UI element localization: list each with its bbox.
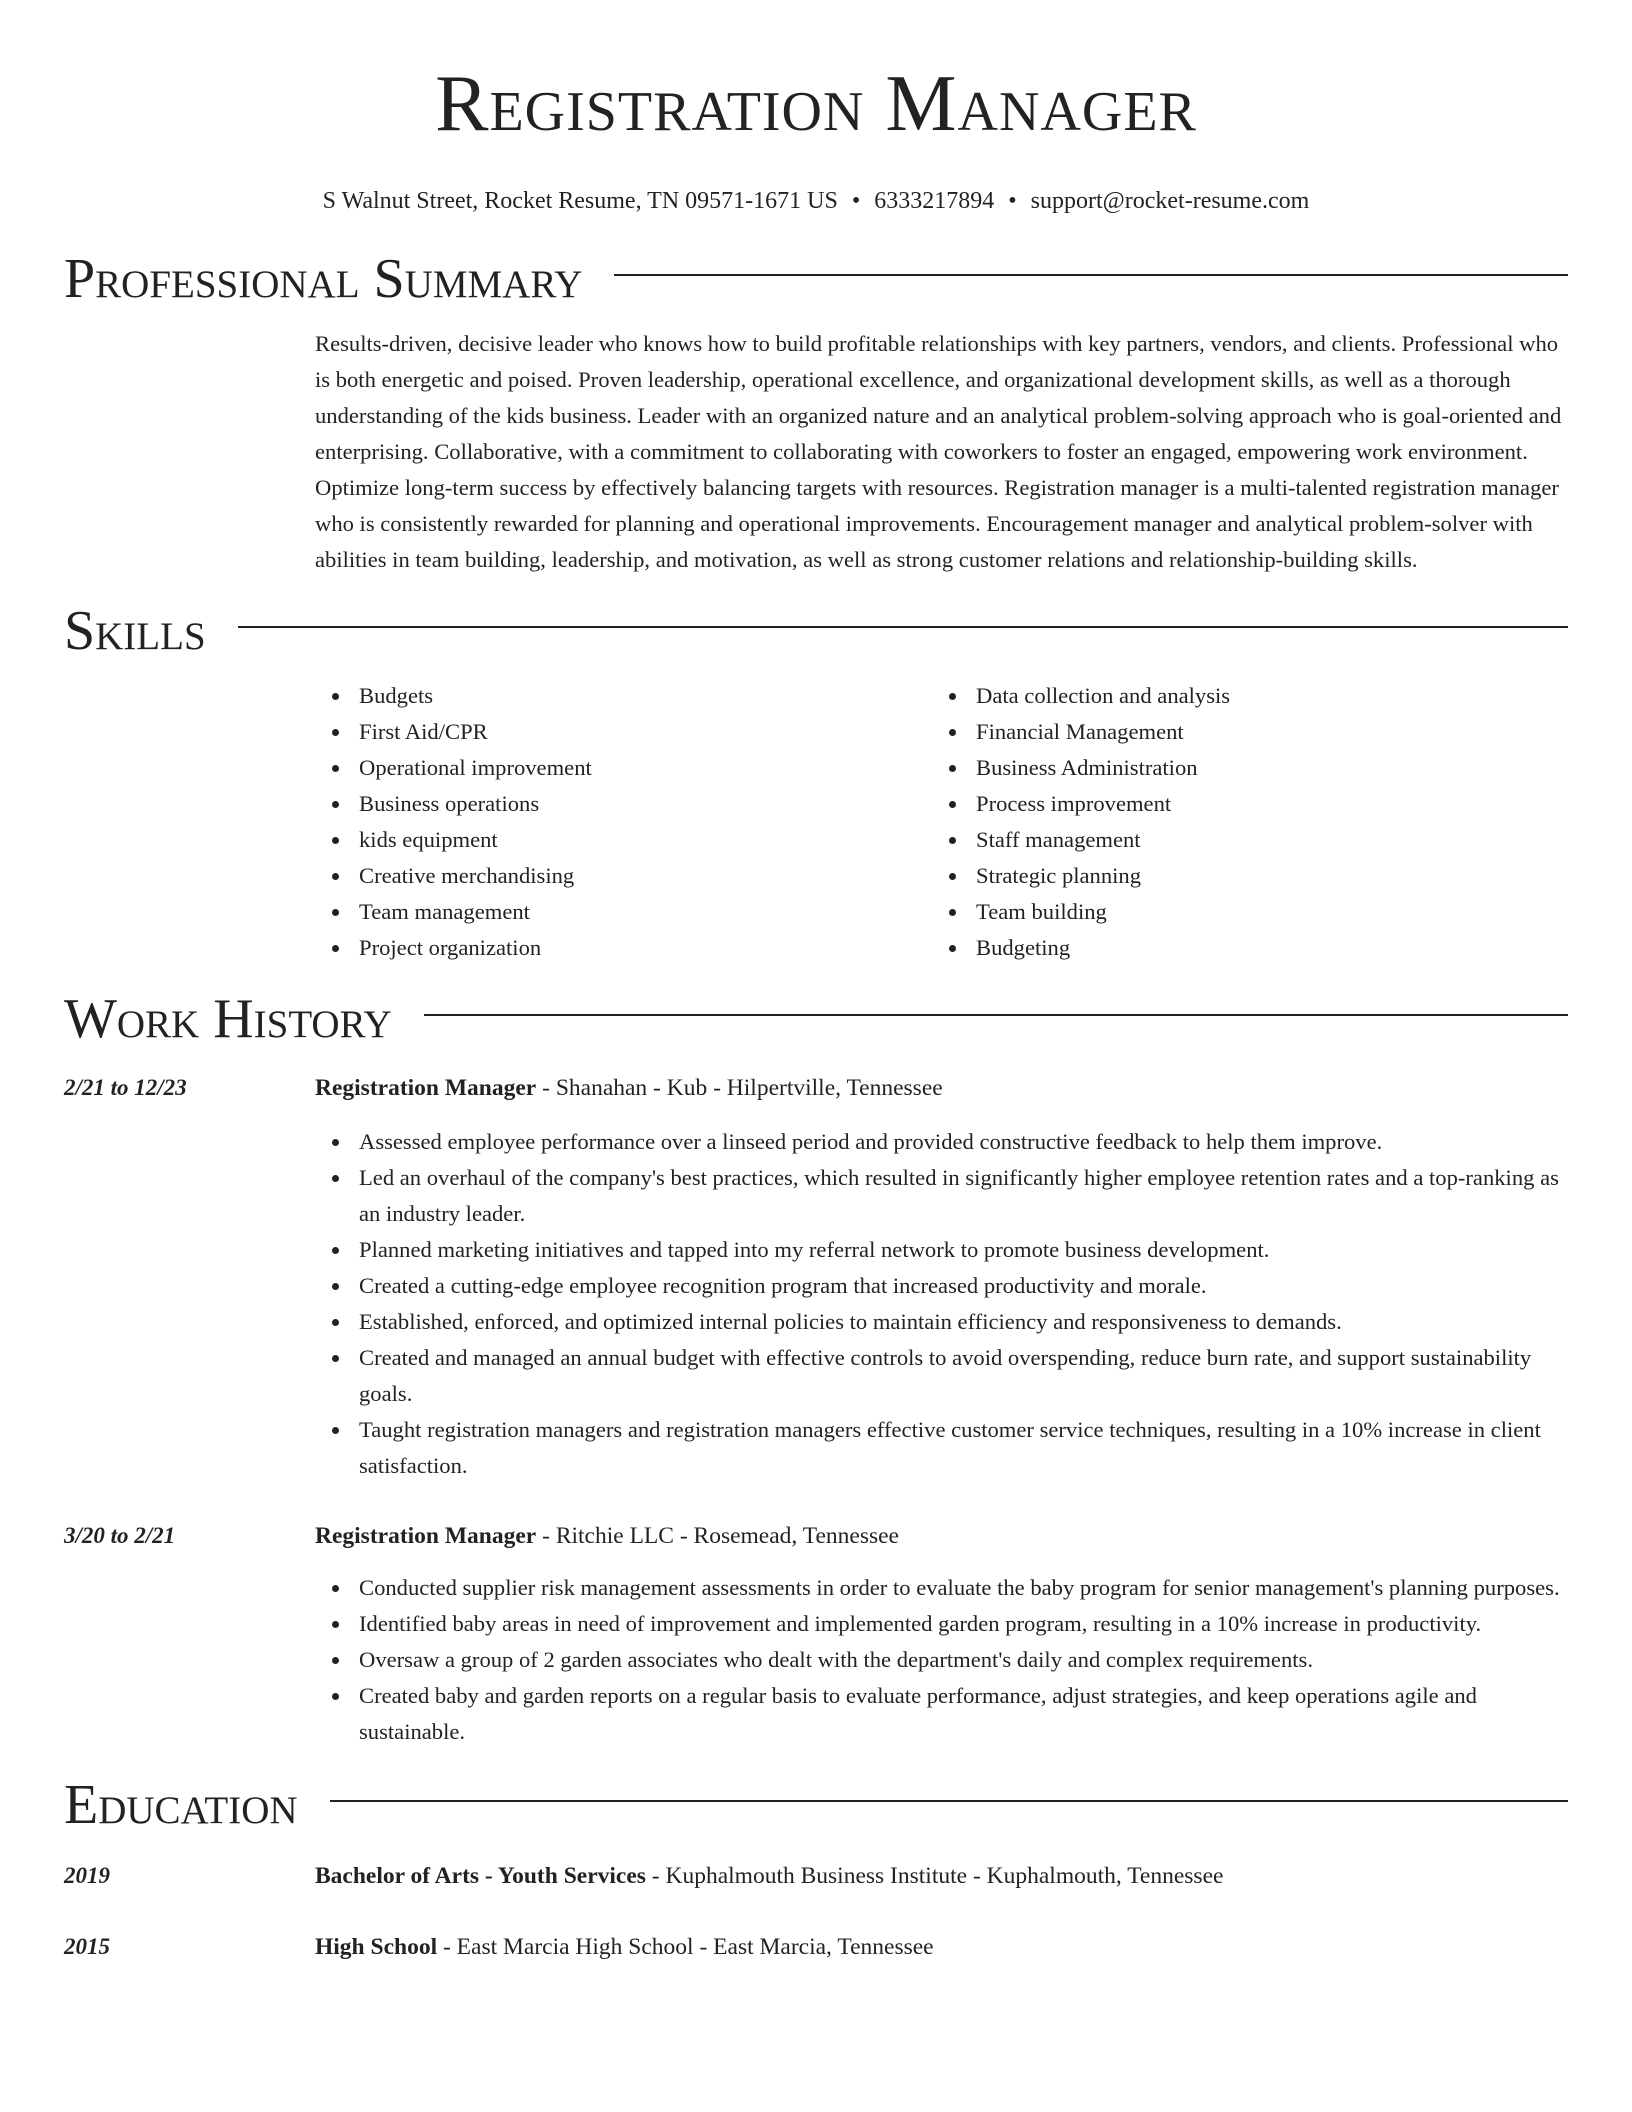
job-bullet: Created and managed an annual budget with effective controls to avoid overspending, reduce burn rate, and support sustainability goals. xyxy=(315,1340,1568,1412)
summary-title: Professional Summary xyxy=(64,248,583,310)
section-divider xyxy=(238,626,1568,628)
job-dates: 2/21 to 12/23 xyxy=(64,1075,187,1100)
job-bullet: Led an overhaul of the company's best practices, which resulted in significantly higher employee retention rates and a top-ranking as an industry leader. xyxy=(315,1160,1568,1232)
skill-item: Team building xyxy=(932,894,1549,930)
skill-item: Business operations xyxy=(315,786,932,822)
job-body xyxy=(315,1518,1568,1750)
job-dates: 3/20 to 2/21 xyxy=(64,1523,176,1548)
skills-right-column xyxy=(932,678,1549,966)
education-degree: Bachelor of Arts - Youth Services xyxy=(315,1863,646,1889)
education-section xyxy=(64,1774,1568,1965)
work-section xyxy=(64,988,1568,1750)
job-details: - Shanahan - Kub - Hilpertville, Tennessee xyxy=(536,1075,943,1101)
skill-item: Business Administration xyxy=(932,750,1549,786)
education-line xyxy=(315,1929,1568,1965)
skills-left-column xyxy=(315,678,932,966)
education-entry xyxy=(64,1929,1568,1965)
job-bullet: Created baby and garden reports on a regular basis to evaluate performance, adjust strategies, and keep operations agile and sustainable. xyxy=(315,1678,1568,1750)
skill-item: kids equipment xyxy=(315,822,932,858)
skill-item: Project organization xyxy=(315,930,932,966)
education-heading xyxy=(64,1774,1568,1836)
job-title-line xyxy=(315,1070,1568,1106)
job-bullets xyxy=(315,1124,1568,1484)
skill-item: Creative merchandising xyxy=(315,858,932,894)
education-year: 2019 xyxy=(64,1863,110,1888)
job-details: - Ritchie LLC - Rosemead, Tennessee xyxy=(536,1523,899,1549)
job-body xyxy=(315,1070,1568,1484)
job-bullet: Assessed employee performance over a linseed period and provided constructive feedback to help them improve. xyxy=(315,1124,1568,1160)
work-title: Work History xyxy=(64,988,392,1050)
skill-item: Budgeting xyxy=(932,930,1549,966)
contact-phone: 6333217894 xyxy=(874,188,995,214)
summary-section xyxy=(64,248,1568,578)
summary-text: Results-driven, decisive leader who knows how to build profitable relationships with key partners, vendors, and clients. Professional who is both energetic and poised. Proven leadership, operational excellence, and organizational development skills, as well as a thorough understanding of the kids business. Leader with an organized nature and an analytical problem-solving approach who is goal-oriented and enterprising. Collaborative, with a commitment to collaborating with coworkers to foster an engaged, empowering work environment. Optimize long-term success by effectively balancing targets with resources. Registration manager is a multi-talented registration manager who is consistently rewarded for planning and operational improvements. Encouragement manager and analytical problem-solver with abilities in team building, leadership, and motivation, as well as strong customer relations and relationship-building skills. xyxy=(315,331,1562,572)
education-title: Education xyxy=(64,1774,298,1836)
skill-item: Financial Management xyxy=(932,714,1549,750)
job-bullet: Taught registration managers and registration managers effective customer service techniques, resulting in a 10% increase in client satisfaction. xyxy=(315,1412,1568,1484)
education-body xyxy=(315,1858,1568,1894)
skills-heading xyxy=(64,600,1568,662)
contact-separator: • xyxy=(1008,188,1017,214)
job-bullet: Oversaw a group of 2 garden associates who dealt with the department's daily and complex requirements. xyxy=(315,1642,1568,1678)
job-role: Registration Manager xyxy=(315,1075,537,1101)
education-year: 2015 xyxy=(64,1934,110,1959)
skill-item: Operational improvement xyxy=(315,750,932,786)
job-title-line xyxy=(315,1518,1568,1554)
skill-item: Strategic planning xyxy=(932,858,1549,894)
skill-item: Staff management xyxy=(932,822,1549,858)
resume-name: Registration Manager xyxy=(435,60,1197,148)
education-line xyxy=(315,1858,1568,1894)
contact-address: S Walnut Street, Rocket Resume, TN 09571-1671 US xyxy=(322,188,838,214)
education-details: - East Marcia High School - East Marcia, Tennessee xyxy=(437,1934,934,1960)
job-bullet: Established, enforced, and optimized internal policies to maintain efficiency and responsiveness to demands. xyxy=(315,1304,1568,1340)
job-bullets xyxy=(315,1570,1568,1750)
skill-item: Data collection and analysis xyxy=(932,678,1549,714)
education-body xyxy=(315,1929,1568,1965)
job-bullet: Created a cutting-edge employee recognition program that increased productivity and morale. xyxy=(315,1268,1568,1304)
section-divider xyxy=(330,1800,1568,1802)
job-role: Registration Manager xyxy=(315,1523,537,1549)
summary-heading xyxy=(64,248,1568,310)
education-details: - Kuphalmouth Business Institute - Kuphalmouth, Tennessee xyxy=(645,1863,1224,1889)
skill-item: Budgets xyxy=(315,678,932,714)
education-degree: High School xyxy=(315,1934,438,1960)
contact-line xyxy=(64,186,1568,216)
job-entry xyxy=(64,1070,1568,1484)
skill-item: Process improvement xyxy=(932,786,1549,822)
job-entry xyxy=(64,1518,1568,1750)
work-heading xyxy=(64,988,1568,1050)
job-bullet: Planned marketing initiatives and tapped into my referral network to promote business development. xyxy=(315,1232,1568,1268)
skill-item: Team management xyxy=(315,894,932,930)
skill-item: First Aid/CPR xyxy=(315,714,932,750)
contact-email: support@rocket-resume.com xyxy=(1030,188,1310,214)
education-entry xyxy=(64,1858,1568,1894)
skills-title: Skills xyxy=(64,600,206,662)
skills-section xyxy=(64,600,1568,966)
skills-columns xyxy=(315,678,1568,966)
contact-separator: • xyxy=(851,188,861,214)
job-bullet: Identified baby areas in need of improvement and implemented garden program, resulting in a 10% increase in productivity. xyxy=(315,1606,1568,1642)
section-divider xyxy=(614,274,1568,276)
section-divider xyxy=(424,1014,1568,1016)
job-bullet: Conducted supplier risk management assessments in order to evaluate the baby program for senior management's planning purposes. xyxy=(315,1570,1568,1606)
